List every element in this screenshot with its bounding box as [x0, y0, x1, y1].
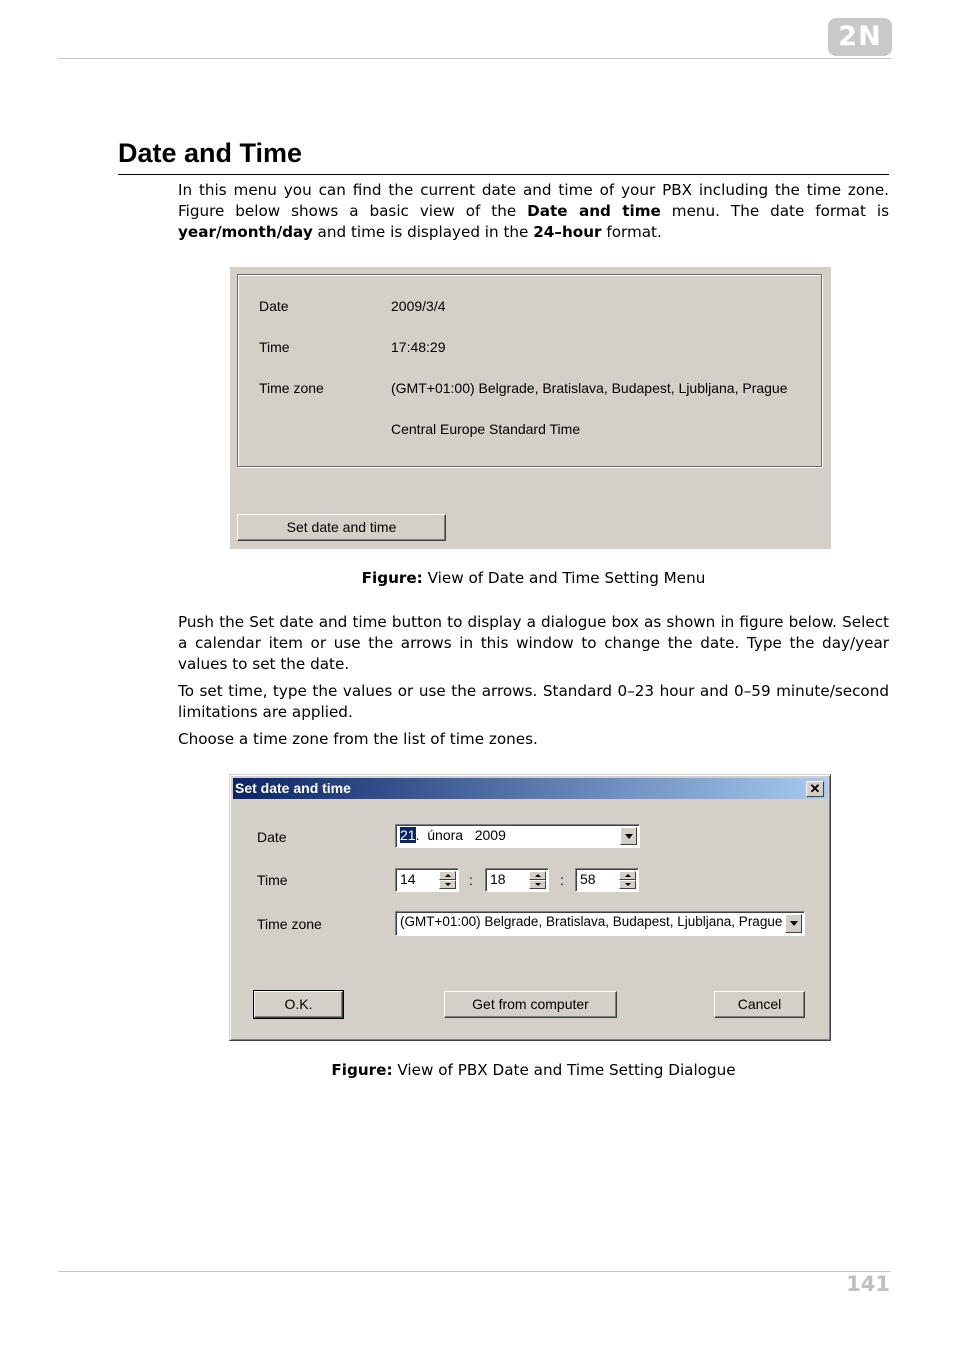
dialog-title: Set date and time — [235, 780, 351, 796]
timezone-dropdown-icon[interactable] — [785, 914, 802, 933]
hour-value: 14 — [400, 871, 416, 887]
date-time-panel — [230, 267, 831, 549]
time-value: 17:48:29 — [391, 339, 446, 355]
title-underline — [118, 174, 889, 175]
hour-stepper[interactable] — [395, 868, 459, 892]
ok-button[interactable]: O.K. — [254, 991, 343, 1018]
page-title: Date and Time — [118, 138, 303, 168]
date-value: 2009/3/4 — [391, 298, 446, 314]
second-spin-arrows-icon[interactable] — [619, 871, 636, 889]
second-stepper[interactable] — [575, 868, 639, 892]
close-icon[interactable]: ✕ — [806, 781, 824, 797]
second-value: 58 — [580, 871, 596, 887]
date-label: Date — [259, 298, 289, 314]
timezone-select[interactable] — [395, 911, 805, 936]
brand-logo: 2N — [828, 18, 892, 56]
timezone-select-value: (GMT+01:00) Belgrade, Bratislava, Budapest, Ljubljana, Prague — [400, 914, 783, 929]
footer-rule — [58, 1271, 891, 1272]
date-dropdown-icon[interactable] — [620, 827, 637, 845]
minute-spin-arrows-icon[interactable] — [529, 871, 546, 889]
date-time-groupbox — [237, 274, 822, 467]
figure1-caption: Figure: View of Date and Time Setting Menu — [361, 569, 706, 587]
minute-value: 18 — [490, 871, 506, 887]
hour-spin-arrows-icon[interactable] — [439, 871, 456, 889]
get-from-computer-button[interactable]: Get from computer — [444, 991, 617, 1018]
date-day-segment[interactable]: 21 — [400, 827, 416, 843]
date-picker[interactable] — [395, 824, 640, 848]
dialog-time-label: Time — [257, 872, 288, 888]
minute-stepper[interactable] — [485, 868, 549, 892]
cancel-button[interactable]: Cancel — [714, 991, 805, 1018]
figure2-caption: Figure: View of PBX Date and Time Setting Dialogue — [331, 1061, 736, 1079]
header-rule — [58, 58, 891, 59]
instructions-paragraph-2: To set time, type the values or use the arrows. Standard 0–23 hour and 0–59 minute/second limitations are applied. — [178, 682, 889, 721]
time-separator: : — [560, 872, 564, 888]
date-month-year: . února 2009 — [415, 827, 506, 843]
instructions-paragraph-1: Push the Set date and time button to display a dialogue box as shown in figure below. Select a calendar item or use the arrows in this window to change the date. Type the day/year values to set the date. — [178, 613, 889, 673]
dialog-date-label: Date — [257, 829, 287, 845]
time-label: Time — [259, 339, 290, 355]
timezone-standard-name: Central Europe Standard Time — [391, 421, 581, 437]
dialog-timezone-label: Time zone — [257, 916, 322, 932]
timezone-value: (GMT+01:00) Belgrade, Bratislava, Budapest, Ljubljana, Prague — [391, 380, 788, 396]
intro-paragraph: In this menu you can find the current date and time of your PBX including the time zone. Figure below shows a basic view of the Date and time menu. The date format is year/month/day and time is displayed in the 24–hour format. — [178, 181, 890, 241]
dialog-titlebar — [233, 778, 827, 799]
timezone-label: Time zone — [259, 380, 324, 396]
page-number: 141 — [846, 1272, 890, 1296]
set-date-time-dialog — [229, 774, 831, 1041]
set-date-and-time-button[interactable]: Set date and time — [237, 514, 446, 541]
time-separator: : — [469, 872, 473, 888]
instructions-paragraph-3: Choose a time zone from the list of time zones. — [178, 730, 538, 748]
